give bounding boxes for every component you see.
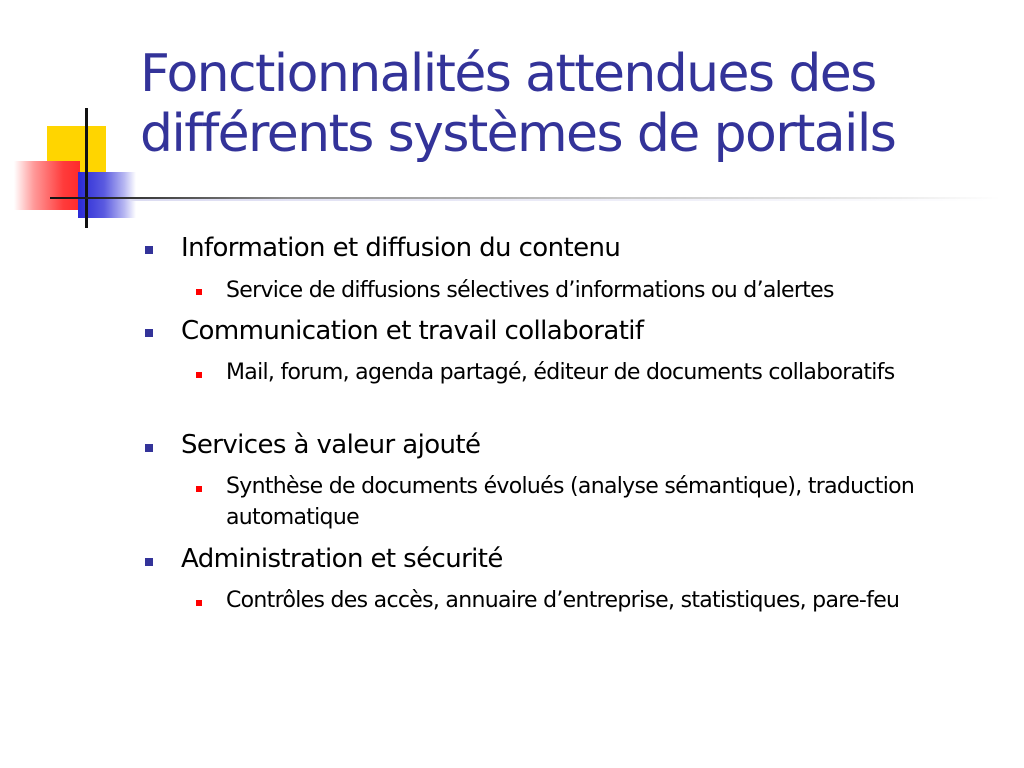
level1-bullet-icon bbox=[145, 329, 153, 337]
sub-bullet-2-1: Mail, forum, agenda partagé, éditeur de documents collaboratifs bbox=[226, 360, 895, 385]
bullet-item-4: Administration et sécurité bbox=[181, 544, 503, 574]
slide-title-line-2: différents systèmes de portails bbox=[140, 104, 896, 164]
sub-bullet-4-1: Contrôles des accès, annuaire d’entreprise, statistiques, pare-feu bbox=[226, 588, 900, 613]
bullet-item-2: Communication et travail collaboratif bbox=[181, 316, 644, 346]
level1-bullet-icon bbox=[145, 246, 153, 254]
bullet-item-1: Information et diffusion du contenu bbox=[181, 233, 621, 263]
bullet-item-3: Services à valeur ajouté bbox=[181, 430, 481, 460]
sub-bullet-1-1: Service de diffusions sélectives d’informations ou d’alertes bbox=[226, 278, 834, 303]
slide-title-line-1: Fonctionnalités attendues des bbox=[140, 44, 876, 104]
level2-bullet-icon bbox=[196, 372, 202, 378]
level1-bullet-icon bbox=[145, 558, 153, 566]
level2-bullet-icon bbox=[196, 486, 202, 492]
sub-bullet-3-1: Synthèse de documents évolués (analyse sémantique), traduction automatique bbox=[226, 474, 915, 530]
level2-bullet-icon bbox=[196, 600, 202, 606]
level2-bullet-icon bbox=[196, 289, 202, 295]
level1-bullet-icon bbox=[145, 444, 153, 452]
